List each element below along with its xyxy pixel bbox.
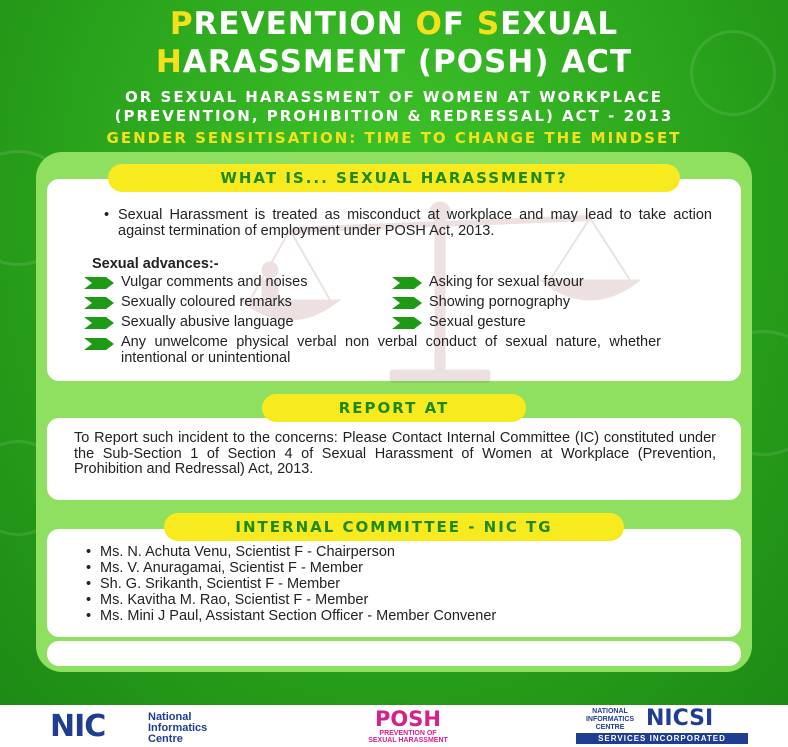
chevron-bullet-icon [392,297,422,309]
committee-member-2: • Ms. V. Anuragamai, Scientist F - Member [100,561,363,577]
committee-member-5: • Ms. Mini J Paul, Assistant Section Officer - Member Convener [100,609,496,625]
advance-item-last: Any unwelcome physical verbal non verbal conduct of sexual nature, whether intentional or unintentional [121,334,661,366]
advance-item-left-3: Sexually abusive language [121,314,294,330]
chevron-bullet-icon [392,317,422,329]
poster-title-line-2 [0,44,788,80]
posh-logo-mark: POSH [375,707,441,731]
advance-item-right-3: Sexual gesture [429,314,526,330]
poster-title-line-1 [0,6,788,42]
committee-member-3: • Sh. G. Srikanth, Scientist F - Member [100,577,340,593]
nic-name-line: Centre [148,733,183,745]
sexual-advances-label: Sexual advances:- [92,256,219,272]
chevron-bullet-icon [84,338,114,350]
what-is-heading: WHAT IS... SEXUAL HARASSMENT? [108,164,680,192]
title-segment: P [169,6,194,42]
chevron-bullet-icon [84,297,114,309]
title-segment: ARASSMENT (POSH) ACT [182,44,633,80]
title-segment: O [415,6,443,42]
posh-logo-sub: PREVENTION OF [379,730,437,737]
nic-name-line: Informatics [148,722,208,734]
title-segment: H [155,44,183,80]
title-segment: S [476,6,501,42]
nicsi-top-line: INFORMATICS [585,716,635,723]
title-segment: EXUAL [500,6,619,42]
chevron-bullet-icon [84,277,114,289]
nicsi-bottom-text: SERVICES INCORPORATED [576,733,748,744]
title-segment: REVENTION [193,6,416,42]
chevron-bullet-icon [392,277,422,289]
posh-logo-sub: SEXUAL HARASSMENT [368,737,448,744]
advance-item-left-1: Vulgar comments and noises [121,274,308,290]
definition-text: • Sexual Harassment is treated as misconduct at workplace and may lead to take action against termination of employment under POSH Act, 2013. [118,208,712,239]
report-heading: REPORT AT [262,394,526,422]
nicsi-logo-mark: NICSI [646,706,714,731]
poster-subtitle-2: (PREVENTION, PROHIBITION & REDRESSAL) ACT - 2013 [114,107,674,125]
advance-item-right-2: Showing pornography [429,294,571,310]
footer-logos [0,705,788,747]
committee-heading: INTERNAL COMMITTEE - NIC TG [164,513,624,541]
chevron-bullet-icon [84,317,114,329]
posh-logo [358,708,458,744]
advance-item-left-2: Sexually coloured remarks [121,294,292,310]
poster-subtitle-1: OR SEXUAL HARASSMENT OF WOMEN AT WORKPLACE [125,88,663,106]
blank-card [47,641,741,666]
report-text: To Report such incident to the concerns: Please Contact Internal Committee (IC) constituted under the Sub-Section 1 of Section 4 of Sexual Harassment of Women at Workplace (Prevention, Prohibition and Redressal) Act, 2013. [74,430,716,477]
nic-name-line: National [148,711,192,723]
nicsi-logo [576,708,748,744]
nicsi-top-line: CENTRE [595,724,625,731]
poster-tagline: GENDER SENSITISATION: TIME TO CHANGE THE MINDSET [106,129,682,147]
committee-member-4: • Ms. Kavitha M. Rao, Scientist F - Member [100,593,368,609]
title-segment: F [442,6,477,42]
nic-logo-mark: NIC [50,709,106,744]
nicsi-top-line: NATIONAL [592,708,628,715]
committee-member-1: • Ms. N. Achuta Venu, Scientist F - Chairperson [100,545,395,561]
advance-item-right-1: Asking for sexual favour [429,274,584,290]
